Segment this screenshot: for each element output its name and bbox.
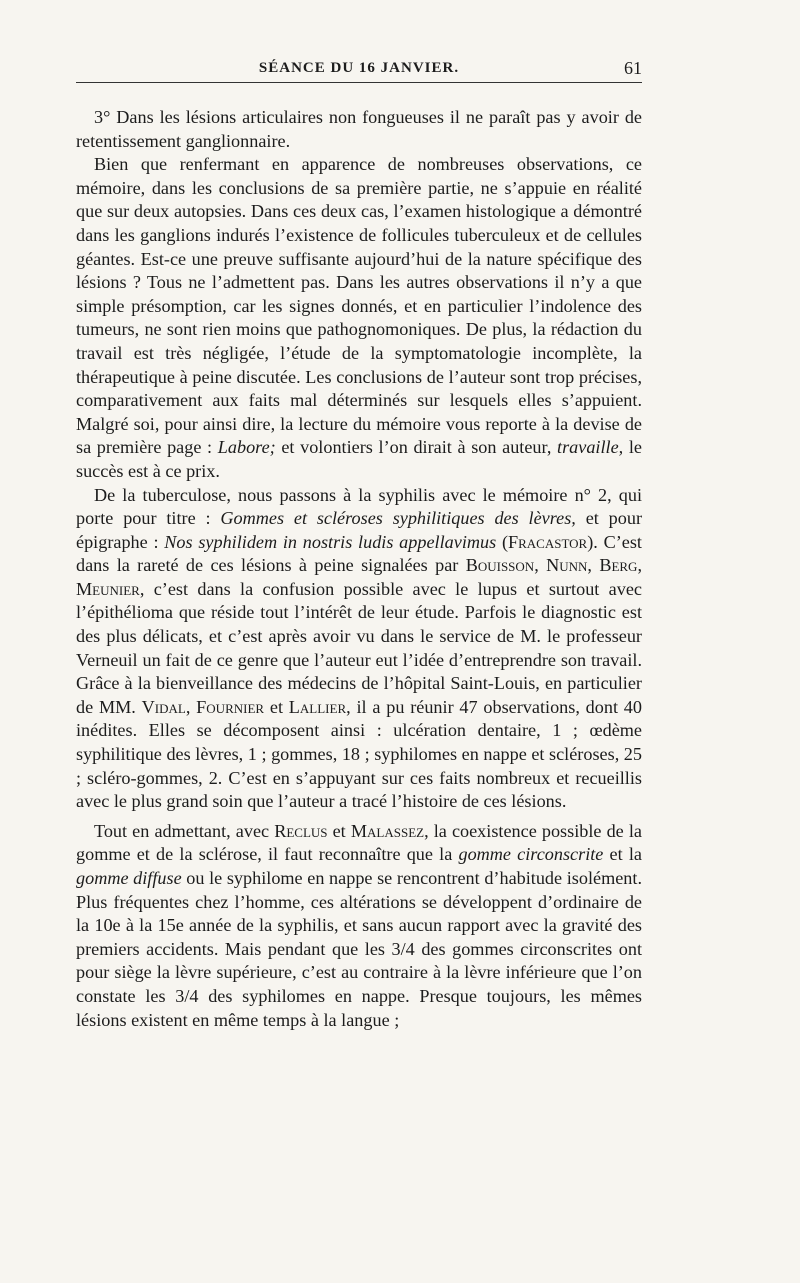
text-run: , (185, 696, 197, 717)
italic-text: Labore; (217, 437, 276, 458)
paragraph (76, 153, 642, 483)
text-run: Bien que renfermant en apparence de nombreuses observations, ce mémoire, dans les conclusions de sa première partie, ne s’appuie en réalité que sur deux autopsies. Dans ces deux cas, l’examen histologique a démontré dans les ganglions indurés l’existence de follicules tuberculeux et de cellules géantes. Est-ce une preuve suffisante aujourd’hui de la nature spécifique des lésions ? Tous ne l’admettent pas. Dans les autres observations il n’y a que simple présomption, car les signes donnés, et en particulier l’indolence des tumeurs, ne sont rien moins que pathognomoniques. De plus, la rédaction du travail est très négligée, l’étude de la symptomatologie incomplète, la thérapeutique à peine discutée. Les conclusions de l’auteur sont trop précises, comparativement aux faits mal déterminés sur lesquels elles s’appuient. Malgré soi, pour ainsi dire, la lecture du mémoire vous reporte à la devise de sa première page : (76, 154, 642, 458)
paragraph (76, 820, 642, 1032)
text-run: et (264, 696, 289, 717)
text-run: , il a pu réunir 47 observations, dont 40 inédites. Elles se décomposent ainsi : ulcération dentaire, 1 ; œdème syphilitique des lèvres, 1 ; gommes, 18 ; syphilomes en nappe et scléroses, 25 ; scléro-gommes, 2. C’est en s’appuyant sur ces faits nombreux et recueillis avec le plus grand soin que l’auteur a tracé l’histoire de ces lésions. (76, 696, 642, 812)
text-run: , (637, 555, 642, 576)
text-run: , (587, 555, 600, 576)
italic-text: gomme diffuse (76, 868, 182, 888)
text-run: ). C’est dans la rareté de ces lésions à peine signalées par (76, 531, 642, 576)
italic-text: travaille, (557, 437, 624, 458)
text-run: Tout en admettant, avec (94, 820, 275, 841)
text-run: ( (496, 531, 508, 552)
text-run: ou le syphilome en nappe se rencontrent d’habitude isolément. Plus fréquentes chez l’homme, ces altérations se développent d’ordinaire de la 10e à la 15e année de la syphilis, et sans aucun rapport avec la gravité des premiers accidents. Mais pendant que les 3/4 des gommes circonscrites ont pour siège la lèvre supérieure, c’est au contraire à la lèvre inférieure que l’on constate les 3/4 des syphilomes en nappe. Presque toujours, les mêmes lésions existent en même temps à la langue ; (76, 868, 642, 1030)
author-name: Fournier (196, 696, 265, 717)
text-run: et pour épigraphe : (76, 508, 642, 552)
author-name: Fracastor (508, 531, 588, 552)
italic-text: Gommes et scléroses syphilitiques des lèvres, (220, 508, 576, 529)
text-run: et la (603, 844, 642, 865)
author-name: Lallier (288, 696, 347, 717)
author-name: Malassez (350, 820, 425, 841)
page-number: 61 (624, 58, 642, 78)
header-title: SÉANCE DU 16 JANVIER. (258, 60, 460, 76)
author-name: Vidal (141, 696, 186, 717)
author-name: Berg (599, 555, 638, 576)
text-run: le succès est à ce prix. (76, 437, 642, 481)
body-text (76, 106, 642, 1032)
author-name: Bouisson (465, 555, 535, 576)
author-name: Nunn (546, 555, 588, 576)
text-run: et (327, 820, 351, 841)
text-run: 3° Dans les lésions articulaires non fongueuses il ne paraît pas y avoir de retentissement ganglionnaire. (76, 107, 642, 151)
paragraph (76, 484, 642, 814)
text-run: , c’est dans la confusion possible avec le lupus et surtout avec l’épithélioma que réside tout l’intérêt de leur étude. Parfois le diagnostic est des plus délicats, et c’est après avoir vu dans le service de M. le professeur Verneuil un fait de ce genre que l’auteur eut l’idée d’entreprendre son travail. Grâce à la bienveillance des médecins de l’hôpital Saint-Louis, en particulier de MM. (76, 578, 642, 717)
text-run: et volontiers l’on dirait à son auteur, (275, 437, 558, 458)
text-run: , la coexistence possible de la gomme et de la sclérose, il faut reconnaître que la (76, 820, 642, 865)
paragraph (76, 106, 642, 153)
author-name: Reclus (274, 820, 328, 841)
text-run: De la tuberculose, nous passons à la syphilis avec le mémoire n° 2, qui porte pour titre : (76, 484, 642, 529)
author-name: Meunier (76, 578, 140, 599)
italic-text: Nos syphilidem in nostris ludis appellavimus (164, 531, 497, 552)
italic-text: gomme circonscrite (458, 844, 604, 865)
text-run: , (534, 555, 547, 576)
running-header (76, 58, 642, 83)
